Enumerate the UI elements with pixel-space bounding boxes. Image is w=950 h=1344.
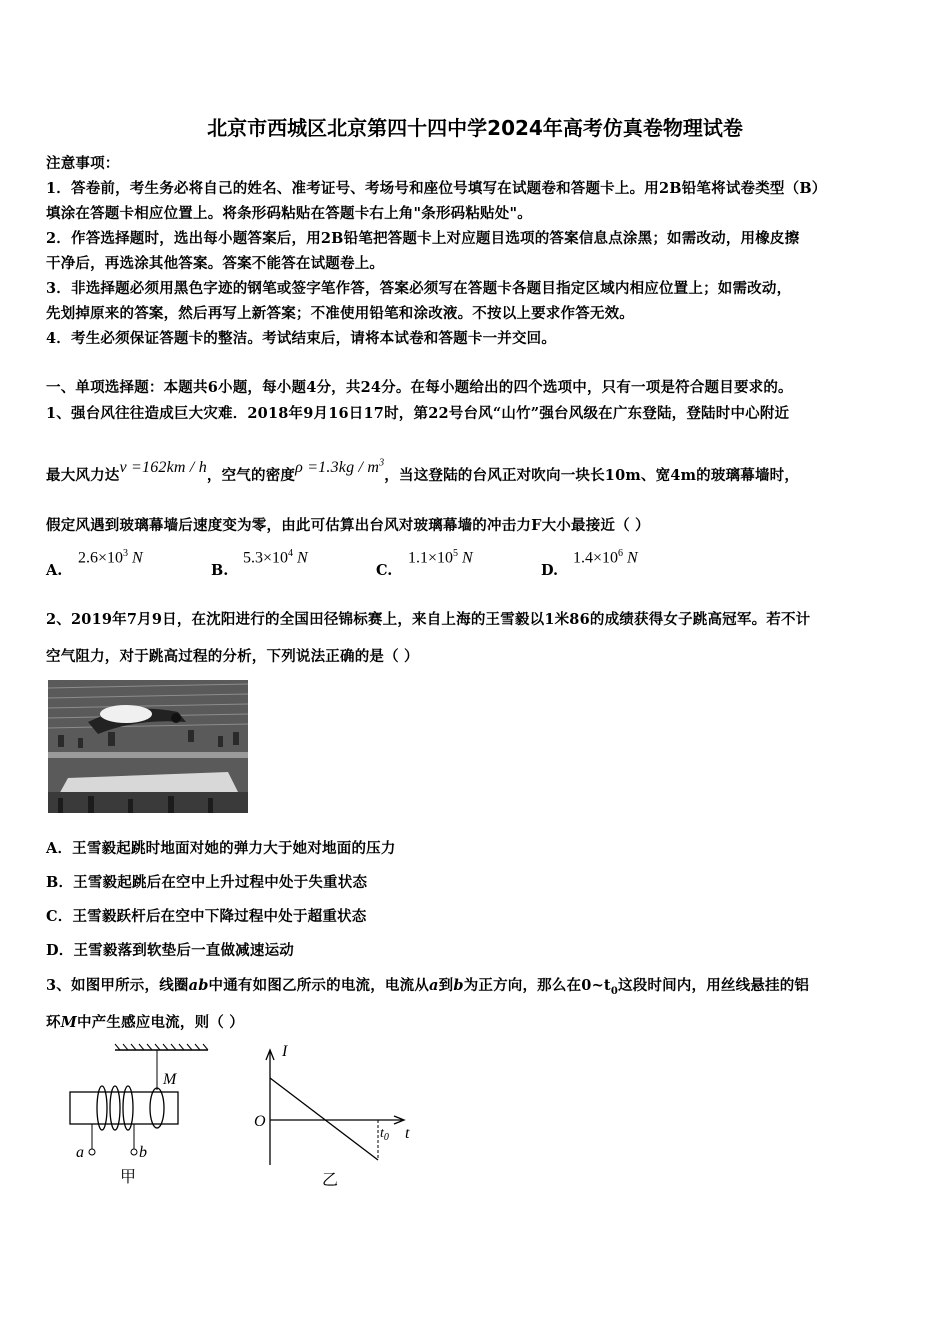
q1-option-c-label: C.	[376, 562, 393, 579]
opt-exp: 6	[618, 548, 624, 559]
opt-unit: N	[458, 549, 473, 567]
fig-jia-label-M: M	[163, 1071, 177, 1088]
q2-option-c: C．王雪毅跃杆后在空中下降过程中处于超重状态	[46, 908, 367, 925]
fig-yi-t0	[380, 1126, 389, 1143]
q1-line2	[46, 457, 800, 485]
q3-line2	[46, 1011, 244, 1032]
q1-option-c-value	[408, 548, 473, 567]
q1-option-d-value	[573, 548, 638, 567]
high-jump-photo	[48, 680, 248, 813]
fig-jia-label-a: a	[76, 1144, 84, 1161]
q2-line2: 空气阻力，对于跳高过程的分析，下列说法正确的是（ ）	[46, 648, 419, 665]
opt-base: 5.3×10	[243, 549, 289, 567]
page-title: 北京市西城区北京第四十四中学2024年高考仿真卷物理试卷	[207, 116, 743, 140]
opt-unit: N	[128, 549, 143, 567]
fig-jia-caption: 甲	[120, 1169, 137, 1186]
opt-base: 1.1×10	[408, 549, 454, 567]
fig-yi-axis-I: I	[282, 1043, 288, 1060]
density-exp: 3	[379, 457, 385, 469]
q1-text-b: ，空气的密度	[206, 467, 296, 484]
notice-line: 干净后，再选涂其他答案。答案不能答在试题卷上。	[46, 255, 385, 272]
q3-text: 为正方向，那么在0~t	[463, 977, 611, 994]
q3-a: a	[429, 977, 439, 994]
q3-b: b	[453, 977, 464, 994]
notice-line: 1．答卷前，考生务必将自己的姓名、准考证号、考场号和座位号填写在试题卷和答题卡上。用2B铅笔将试卷类型（B）	[46, 180, 827, 197]
q2-option-a: A．王雪毅起跳时地面对她的弹力大于她对地面的压力	[46, 840, 396, 857]
opt-exp: 4	[288, 548, 294, 559]
opt-exp: 5	[453, 548, 459, 559]
q1-line1: 1、强台风往往造成巨大灾难．2018年9月16日17时，第22号台风“山竹”强台风级在广东登陆，登陆时中心附近	[46, 405, 790, 422]
notice-heading: 注意事项：	[46, 155, 120, 172]
q1-text-a: 最大风力达	[46, 467, 120, 484]
q1-option-d-label: D.	[541, 562, 559, 579]
notice-line: 2．作答选择题时，选出每小题答案后，用2B铅笔把答题卡上对应题目选项的答案信息点涂黑；如需改动，用橡皮擦	[46, 230, 800, 247]
density-value: ρ =1.3kg / m	[295, 459, 380, 476]
opt-base: 2.6×10	[78, 549, 124, 567]
figure-yi	[250, 1040, 430, 1190]
q1-text-c: ，当这登陆的台风正对吹向一块长10m、宽4m的玻璃幕墙时，	[384, 467, 800, 484]
q3-line1	[46, 974, 809, 997]
q3-ring-M: M	[60, 1014, 77, 1031]
q3-text: 到	[438, 977, 454, 994]
fig-yi-origin-O: O	[254, 1113, 266, 1130]
notice-line: 4．考生必须保证答题卡的整洁。考试结束后，请将本试卷和答题卡一并交回。	[46, 330, 557, 347]
q1-option-b-value	[243, 548, 308, 567]
opt-base: 1.4×10	[573, 549, 619, 567]
fig-yi-axis-t: t	[405, 1125, 410, 1142]
q1-option-b-label: B.	[211, 562, 229, 579]
q3-text: 中通有如图乙所示的电流，电流从	[208, 977, 430, 994]
opt-exp: 3	[123, 548, 129, 559]
q1-option-a-label: A.	[46, 562, 63, 579]
opt-unit: N	[623, 549, 638, 567]
opt-unit: N	[293, 549, 308, 567]
q2-line1: 2、2019年7月9日，在沈阳进行的全国田径锦标赛上，来自上海的王雪毅以1米86的成绩获得女子跳高冠军。若不计	[46, 611, 811, 628]
density-formula	[295, 459, 384, 476]
q3-text: 中产生感应电流，则（ ）	[76, 1014, 244, 1031]
q3-t-sub: 0	[610, 985, 618, 997]
t0-base: t	[380, 1126, 384, 1141]
q2-option-b: B．王雪毅起跳后在空中上升过程中处于失重状态	[46, 874, 368, 891]
q1-option-a-value	[78, 548, 143, 567]
velocity-formula: v =162km / h	[119, 459, 207, 476]
q3-text: 3、如图甲所示，线圈	[46, 977, 189, 994]
t0-sub: 0	[383, 1132, 389, 1143]
notice-line: 填涂在答题卡相应位置上。将条形码粘贴在答题卡右上角"条形码粘贴处"。	[46, 205, 532, 222]
section-heading: 一、单项选择题：本题共6小题，每小题4分，共24分。在每小题给出的四个选项中，只有一项是符合题目要求的。	[46, 379, 793, 396]
figure-jia	[60, 1040, 230, 1190]
q3-text: 这段时间内，用丝线悬挂的铝	[618, 977, 810, 994]
notice-line: 3．非选择题必须用黑色字迹的钢笔或签字笔作答，答案必须写在答题卡各题目指定区域内相应位置上；如需改动，	[46, 280, 792, 297]
q1-line3: 假定风遇到玻璃幕墙后速度变为零，由此可估算出台风对玻璃幕墙的冲击力F大小最接近（ ）	[46, 517, 650, 534]
q2-option-d: D．王雪毅落到软垫后一直做减速运动	[46, 942, 294, 959]
q3-coil-ab: ab	[188, 977, 209, 994]
fig-yi-caption: 乙	[322, 1172, 339, 1189]
fig-jia-label-b: b	[139, 1144, 147, 1161]
q3-text: 环	[46, 1014, 61, 1031]
notice-line: 先划掉原来的答案，然后再写上新答案；不准使用铅笔和涂改液。不按以上要求作答无效。	[46, 305, 634, 322]
